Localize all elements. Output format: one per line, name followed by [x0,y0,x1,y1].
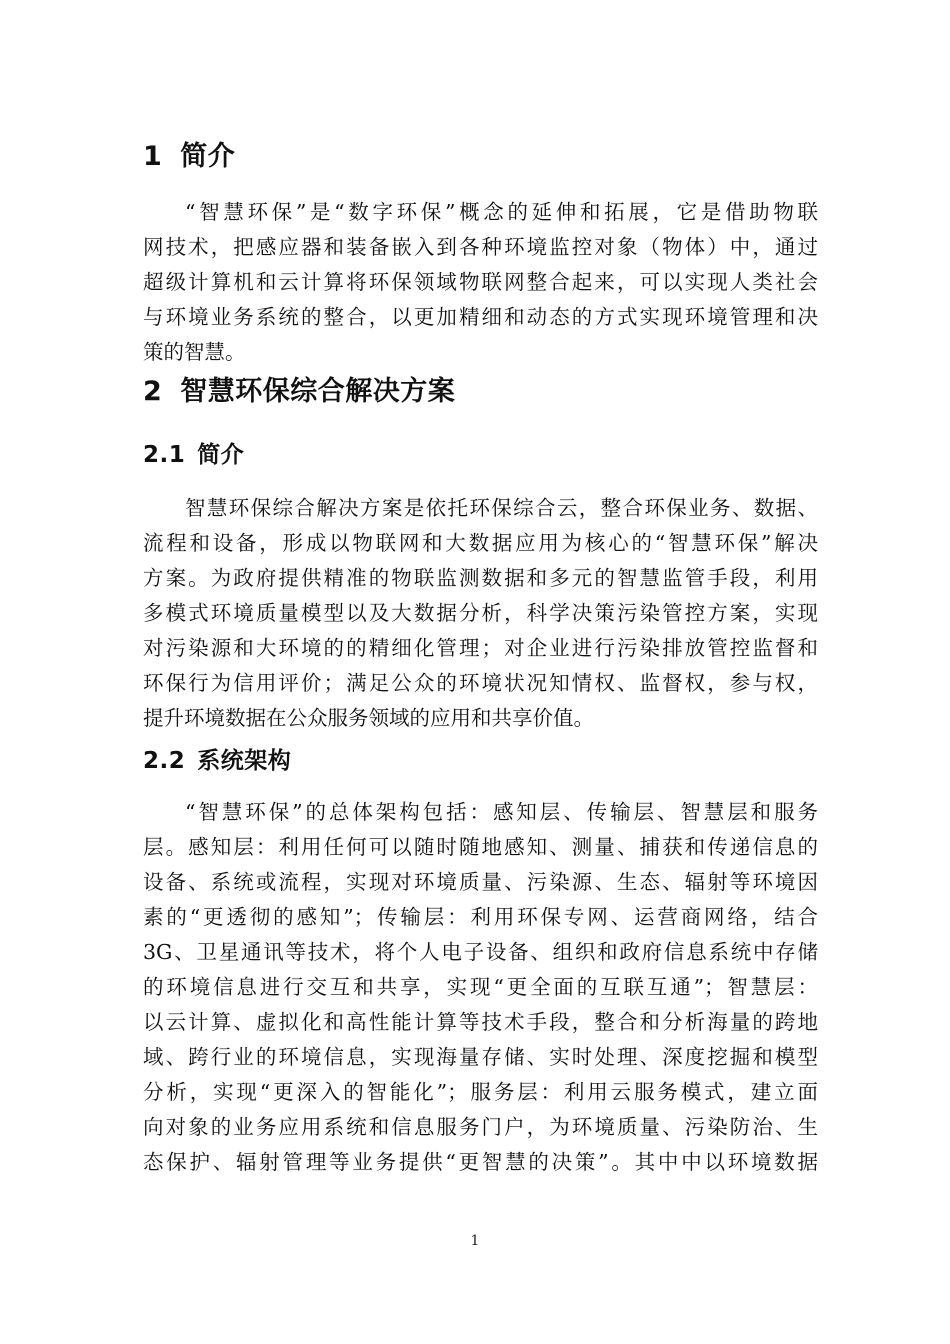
paragraph-line: “智慧环保”是“数字环保”概念的延伸和拓展，它是借助物联 [185,200,818,224]
section-number: 2.1 [143,442,186,468]
paragraph-line: 设备、系统或流程，实现对环境质量、污染源、生态、辐射等环境因 [143,870,818,894]
section-heading-2 [143,375,455,409]
paragraph-line: 层。感知层：利用任何可以随时随地感知、测量、捕获和传递信息的 [143,835,818,859]
section-number: 1 [143,141,163,172]
paragraph-line: 分析，实现“更深入的智能化”；服务层：利用云服务模式，建立面 [143,1080,818,1104]
paragraph-architecture [143,795,818,1180]
paragraph-line: 素的“更透彻的感知”；传输层：利用环保专网、运营商网络，结合 [143,905,818,929]
paragraph-line: 策的智慧。 [143,340,246,364]
paragraph-line: “智慧环保”的总体架构包括：感知层、传输层、智慧层和服务 [185,800,818,824]
paragraph-line: 域、跨行业的环境信息，实现海量存储、实时处理、深度挖掘和模型 [143,1045,818,1069]
section-number: 2.2 [143,748,186,774]
section-heading-1 [143,140,235,174]
page-number: 1 [470,1233,480,1249]
paragraph-line: 3G、卫星通讯等技术，将个人电子设备、组织和政府信息系统中存储 [143,940,818,964]
paragraph-line: 与环境业务系统的整合，以更加精细和动态的方式实现环境管理和决 [143,305,818,329]
section-number: 2 [143,376,163,407]
section-heading-2-2 [143,746,291,776]
section-title: 系统架构 [197,748,292,774]
paragraph-line: 超级计算机和云计算将环保领域物联网整合起来，可以实现人类社会 [143,270,818,294]
paragraph-line: 的环境信息进行交互和共享，实现“更全面的互联互通”；智慧层： [143,975,818,999]
paragraph-line: 对污染源和大环境的的精细化管理；对企业进行污染排放管控监督和 [143,636,818,660]
paragraph-line: 环保行为信用评价；满足公众的环境状况知情权、监督权，参与权， [143,671,818,695]
paragraph-line: 以云计算、虚拟化和高性能计算等技术手段，整合和分析海量的跨地 [143,1010,818,1034]
section-title: 简介 [197,442,245,468]
paragraph-line: 多模式环境质量模型以及大数据分析，科学决策污染管控方案，实现 [143,601,818,625]
paragraph-line: 流程和设备，形成以物联网和大数据应用为核心的“智慧环保”解决 [143,531,818,555]
paragraph-line: 向对象的业务应用系统和信息服务门户，为环境质量、污染防治、生 [143,1115,818,1139]
paragraph-intro [143,195,818,370]
paragraph-line: 提升环境数据在公众服务领域的应用和共享价值。 [143,706,594,730]
paragraph-line: 智慧环保综合解决方案是依托环保综合云，整合环保业务、数据、 [185,496,818,520]
section-title: 简介 [180,141,236,172]
section-heading-2-1 [143,440,244,470]
paragraph-solution [143,491,818,736]
paragraph-line: 方案。为政府提供精准的物联监测数据和多元的智慧监管手段，利用 [143,566,818,590]
paragraph-line: 网技术，把感应器和装备嵌入到各种环境监控对象（物体）中，通过 [143,235,818,259]
paragraph-line: 态保护、辐射管理等业务提供“更智慧的决策”。其中中以环境数据 [143,1150,818,1174]
section-title: 智慧环保综合解决方案 [180,376,456,407]
